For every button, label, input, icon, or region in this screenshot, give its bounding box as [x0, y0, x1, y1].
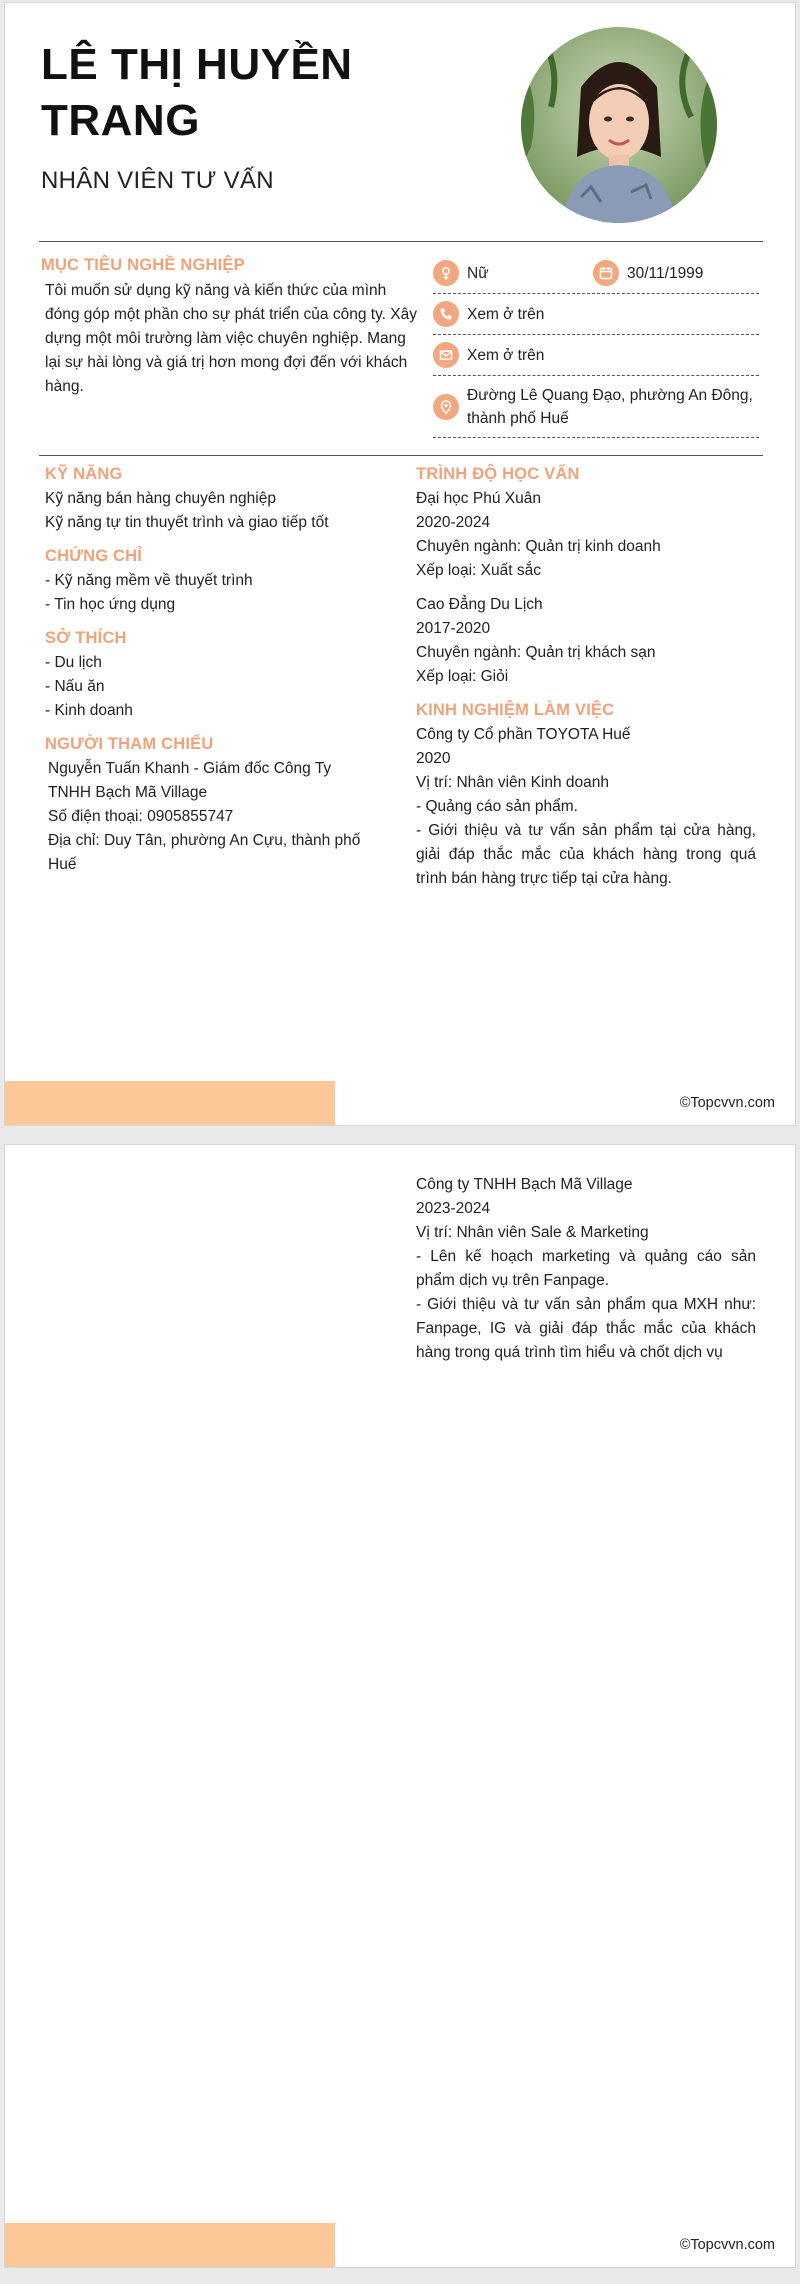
section-divider: [39, 455, 763, 456]
certificates-section: [45, 547, 375, 617]
gender-value: Nữ: [467, 264, 489, 282]
phone-value: Xem ở trên: [467, 305, 545, 323]
school-name: Đại học Phú Xuân: [416, 490, 541, 507]
job-years: 2020: [416, 750, 451, 767]
birthday-cell: [593, 260, 703, 286]
mail-icon: [433, 342, 459, 368]
references-heading: NGƯỜI THAM CHIẾU: [45, 735, 214, 753]
hobby-item: - Nấu ăn: [45, 678, 105, 695]
cv-page-2: [4, 1144, 796, 2268]
experience-continued: [416, 1173, 756, 1365]
certificate-item: - Tin học ứng dụng: [45, 596, 176, 613]
skills-section: [45, 465, 375, 535]
contact-row-phone: [433, 294, 759, 335]
address-value: Đường Lê Quang Đạo, phường An Đông, thành phố Huế: [467, 386, 753, 427]
education-entry: [416, 593, 756, 689]
education-entry: [416, 487, 756, 583]
footer-accent-bar: [5, 1081, 335, 1125]
skill-item: Kỹ năng bán hàng chuyên nghiệp: [45, 490, 276, 507]
career-objective-section: [41, 256, 421, 399]
education-section: [416, 465, 756, 689]
job-position: Vị trí: Nhân viên Sale & Marketing: [416, 1224, 649, 1241]
school-years: 2017-2020: [416, 620, 491, 637]
job-years: 2023-2024: [416, 1200, 491, 1217]
right-column: [416, 465, 756, 903]
school-grade: Xếp loại: Xuất sắc: [416, 562, 541, 579]
hobbies-heading: SỞ THÍCH: [45, 629, 127, 647]
skill-item: Kỹ năng tự tin thuyết trình và giao tiếp tốt: [45, 514, 329, 531]
contact-row-address: [433, 376, 759, 438]
contact-info: [433, 253, 759, 438]
job-title: NHÂN VIÊN TƯ VẤN: [41, 167, 274, 194]
email-value: Xem ở trên: [467, 346, 545, 364]
contact-row-email: [433, 335, 759, 376]
profile-photo: [521, 27, 717, 223]
job-position: Vị trí: Nhân viên Kinh doanh: [416, 774, 610, 791]
school-name: Cao Đẳng Du Lịch: [416, 596, 543, 613]
objective-heading: MỤC TIÊU NGHỀ NGHIỆP: [41, 256, 245, 274]
footer-watermark: ©Topcvvn.com: [679, 2237, 775, 2253]
footer-watermark: ©Topcvvn.com: [679, 1095, 775, 1111]
hobby-item: - Kinh doanh: [45, 702, 133, 719]
contact-row-personal: [433, 253, 759, 294]
location-icon: [433, 394, 459, 420]
cv-page-1: [4, 2, 796, 1126]
experience-entry: [416, 723, 756, 891]
phone-icon: [433, 301, 459, 327]
experience-section: [416, 701, 756, 891]
reference-line: Nguyễn Tuấn Khanh - Giám đốc Công Ty TNHH Bạch Mã Village: [48, 760, 332, 801]
left-column: [45, 465, 375, 889]
job-duty: - Quảng cáo sản phẩm.: [416, 798, 578, 815]
job-duty: - Lên kế hoạch marketing và quảng cáo sản phẩm dịch vụ trên Fanpage.: [416, 1248, 756, 1289]
company-name: Công ty Cổ phần TOYOTA Huế: [416, 726, 631, 743]
objective-text: Tôi muốn sử dụng kỹ năng và kiến thức của mình đóng góp một phần cho sự phát triển của công ty. Xây dựng một môi trường làm việc chuyên nghiệp. Mang lại sự hài lòng và giá trị hơn mong đợi đến với khách hàng.: [45, 282, 417, 395]
school-major: Chuyên ngành: Quản trị kinh doanh: [416, 538, 661, 555]
school-years: 2020-2024: [416, 514, 491, 531]
company-name: Công ty TNHH Bạch Mã Village: [416, 1176, 633, 1193]
skills-heading: KỸ NĂNG: [45, 465, 123, 483]
reference-line: Địa chỉ: Duy Tân, phường An Cựu, thành phố Huế: [48, 832, 361, 873]
education-heading: TRÌNH ĐỘ HỌC VẤN: [416, 465, 580, 483]
header-divider: [39, 241, 763, 242]
reference-line: Số điện thoại: 0905855747: [48, 808, 234, 825]
school-grade: Xếp loại: Giỏi: [416, 668, 509, 685]
hobbies-section: [45, 629, 375, 723]
references-section: [45, 735, 375, 877]
full-name: LÊ THỊ HUYỀN TRANG: [41, 40, 353, 145]
school-major: Chuyên ngành: Quản trị khách sạn: [416, 644, 656, 661]
footer-accent-bar: [5, 2223, 335, 2267]
certificate-item: - Kỹ năng mềm về thuyết trình: [45, 572, 253, 589]
job-duty: - Giới thiệu và tư vấn sản phẩm tại cửa hàng, giải đáp thắc mắc của khách hàng trong quá trình bán hàng trực tiếp tại cửa hàng.: [416, 822, 756, 887]
job-duty: - Giới thiệu và tư vấn sản phẩm qua MXH như: Fanpage, IG và giải đáp thắc mắc của khách hàng trong quá trình tìm hiểu và chốt dịch vụ: [416, 1296, 756, 1361]
gender-icon: [433, 260, 459, 286]
gender-cell: [433, 260, 593, 286]
birthday-value: 30/11/1999: [627, 264, 704, 282]
experience-heading: KINH NGHIỆM LÀM VIỆC: [416, 701, 615, 719]
certificates-heading: CHỨNG CHỈ: [45, 547, 143, 565]
hobby-item: - Du lịch: [45, 654, 102, 671]
calendar-icon: [593, 260, 619, 286]
